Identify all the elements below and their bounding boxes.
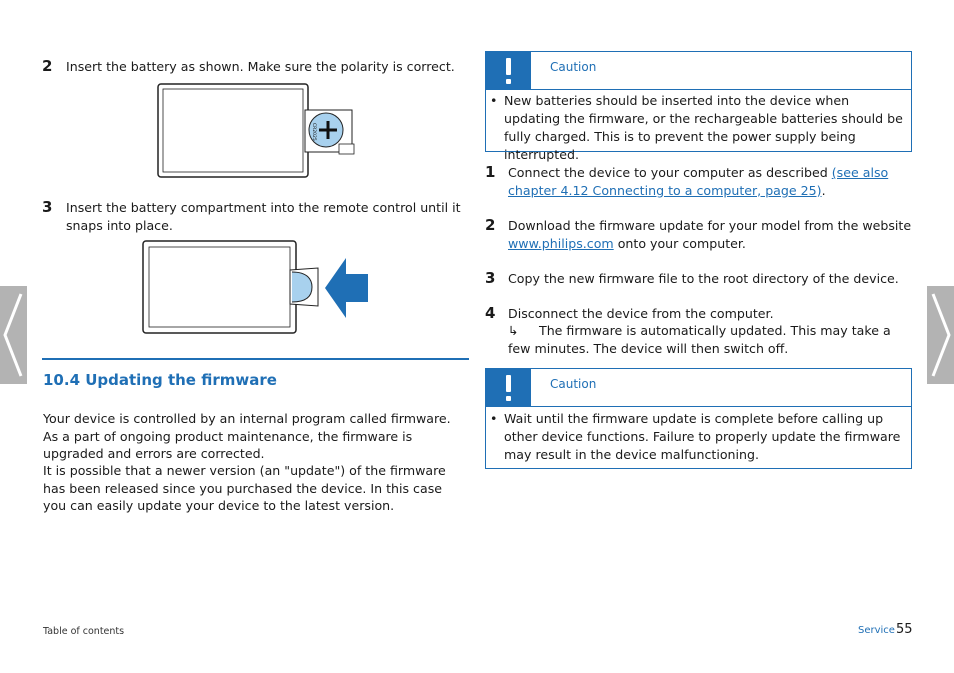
caution-label: Caution — [550, 377, 597, 391]
caution-body-text: New batteries should be inserted into the device when updating the firmware, or the rechargeable batteries should be fully charged. This is to prevent the power supply being interrupted. — [504, 93, 903, 162]
section-rule — [42, 358, 469, 360]
body-paragraph: It is possible that a newer version (an "update") of the firmware has been released since you purchased the device. In this case you can easily update your device to the latest version. — [43, 463, 446, 513]
step-text: Copy the new firmware file to the root directory of the device. — [508, 271, 899, 286]
caution-body-text: Wait until the firmware update is complete before calling up other device functions. Failure to properly update the firmware may result in the device malfunctioning. — [504, 411, 901, 462]
caution-box — [485, 51, 912, 162]
step-result: ↳ The firmware is automatically updated. This may take a few minutes. The device will then switch off. — [508, 323, 891, 356]
step-number: 4 — [485, 304, 496, 322]
step-number: 3 — [485, 269, 496, 287]
step-text: Insert the battery compartment into the remote control until it snaps into place. — [66, 200, 461, 233]
compartment-insertion-illustration — [140, 238, 375, 338]
caution-text — [490, 410, 903, 464]
step-text: Download the firmware update for your model from the website www.philips.com onto your computer. — [508, 218, 912, 251]
battery-label: CR2025 — [311, 123, 316, 141]
table-of-contents-link[interactable]: Table of contents — [43, 626, 125, 637]
footer-section-name: Service — [858, 625, 895, 636]
step-number: 3 — [42, 198, 53, 216]
chapter-link[interactable]: (see also chapter 4.12 Connecting to a computer, page 25) — [508, 165, 889, 198]
battery-insertion-illustration — [155, 82, 360, 182]
step-number: 2 — [42, 57, 53, 75]
bullet: • — [490, 93, 498, 108]
step-text: Connect the device to your computer as described (see also chapter 4.12 Connecting to a computer, page 25). — [508, 165, 889, 198]
chevron-left-icon — [0, 286, 27, 384]
caution-box — [485, 368, 912, 469]
previous-page-tab[interactable] — [0, 286, 27, 384]
caution-label: Caution — [550, 60, 597, 74]
step-text: Insert the battery as shown. Make sure the polarity is correct. — [66, 59, 455, 74]
section-heading: 10.4 Updating the firmware — [43, 371, 277, 389]
insert-arrow-icon — [325, 258, 368, 318]
website-link[interactable]: www.philips.com — [508, 235, 614, 251]
page-number: 55 — [896, 622, 913, 637]
result-arrow-icon: ↳ — [508, 323, 519, 338]
next-page-tab[interactable] — [927, 286, 954, 384]
body-paragraph: Your device is controlled by an internal program called firmware. As a part of ongoing product maintenance, the firmware is upgraded and errors are corrected. — [43, 411, 451, 461]
warning-icon — [486, 369, 531, 406]
caution-text — [490, 92, 903, 164]
step-text: Disconnect the device from the computer. — [508, 306, 774, 321]
step-number: 1 — [485, 163, 496, 181]
step-number: 2 — [485, 216, 496, 234]
bullet: • — [490, 411, 498, 426]
warning-icon — [486, 52, 531, 89]
chevron-right-icon — [927, 286, 954, 384]
